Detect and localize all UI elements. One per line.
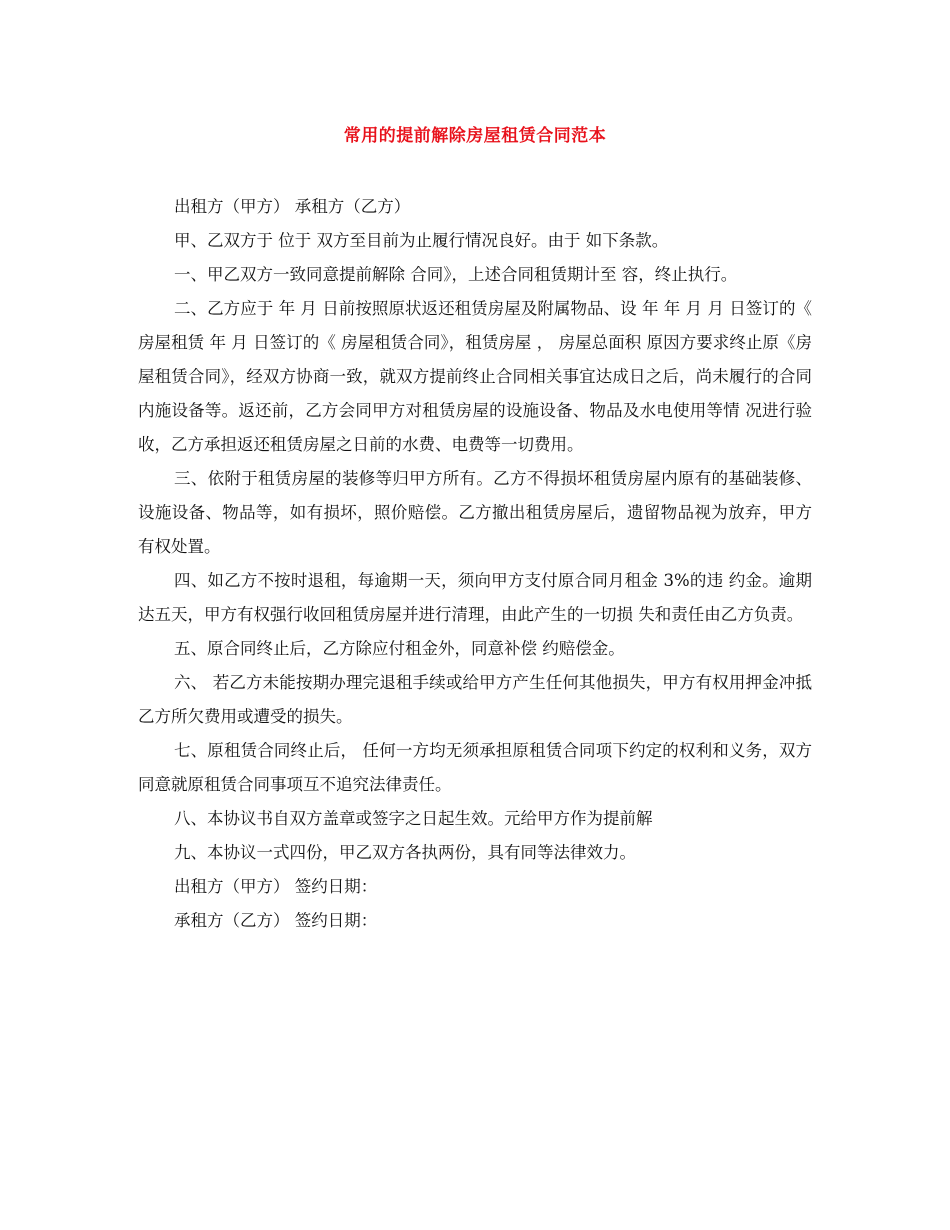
paragraph-clause-2: 二、乙方应于 年 月 日前按照原状返还租赁房屋及附属物品、设 年 年 月 月 日签订的《 房屋租赁 年 月 日签订的《 房屋租赁合同》，租赁房屋 ， 房屋总面积 原因方要求终止原《房屋租赁合同》，经双方协商一致，就双方提前终止合同相关事宜达成日之后，尚未履行的合同内施设备等。返还前，乙方会同甲方对租赁房屋的设施设备、物品及水电使用等情 况进行验收，乙方承担返还租赁房屋之日前的水费、电费等一切费用。 bbox=[138, 299, 812, 454]
document-body bbox=[138, 190, 812, 938]
paragraph-clause-3: 三、依附于租赁房屋的装修等归甲方所有。乙方不得损坏租赁房屋内原有的基础装修、设施设备、物品等，如有损坏，照价赔偿。乙方撤出租赁房屋后，遗留物品视为放弃，甲方有权处置。 bbox=[138, 469, 812, 556]
paragraph-clause-5: 五、原合同终止后，乙方除应付租金外，同意补偿 约赔偿金。 bbox=[174, 639, 625, 658]
paragraph-intro: 甲、乙双方于 位于 双方至目前为止履行情况良好。由于 如下条款。 bbox=[174, 231, 669, 250]
paragraph-clause-9: 九、本协议一式四份，甲乙双方各执两份，具有同等法律效力。 bbox=[174, 843, 636, 862]
paragraph-parties: 出租方（甲方） 承租方（乙方） bbox=[174, 197, 411, 216]
paragraph-clause-6: 六、 若乙方未能按期办理完退租手续或给甲方产生任何其他损失，甲方有权用押金冲抵乙方所欠费用或遭受的损失。 bbox=[138, 673, 812, 726]
paragraph-clause-8: 八、本协议书自双方盖章或签字之日起生效。元给甲方作为提前解 bbox=[174, 809, 653, 828]
paragraph-clause-4: 四、如乙方不按时退租，每逾期一天，须向甲方支付原合同月租金 3%的违 约金。逾期达五天，甲方有权强行收回租赁房屋并进行清理，由此产生的一切损 失和责任由乙方负责。 bbox=[138, 571, 812, 624]
paragraph-clause-7: 七、原租赁合同终止后， 任何一方均无须承担原租赁合同项下约定的权利和义务，双方同意就原租赁合同事项互不追究法律责任。 bbox=[138, 741, 812, 794]
document-title: 常用的提前解除房屋租赁合同范本 bbox=[343, 126, 607, 146]
signature-lessee: 承租方（乙方） 签约日期： bbox=[174, 911, 378, 930]
paragraph-clause-1: 一、甲乙双方一致同意提前解除 合同》，上述合同租赁期计至 容，终止执行。 bbox=[174, 265, 738, 284]
signature-lessor: 出租方（甲方） 签约日期： bbox=[174, 877, 378, 896]
